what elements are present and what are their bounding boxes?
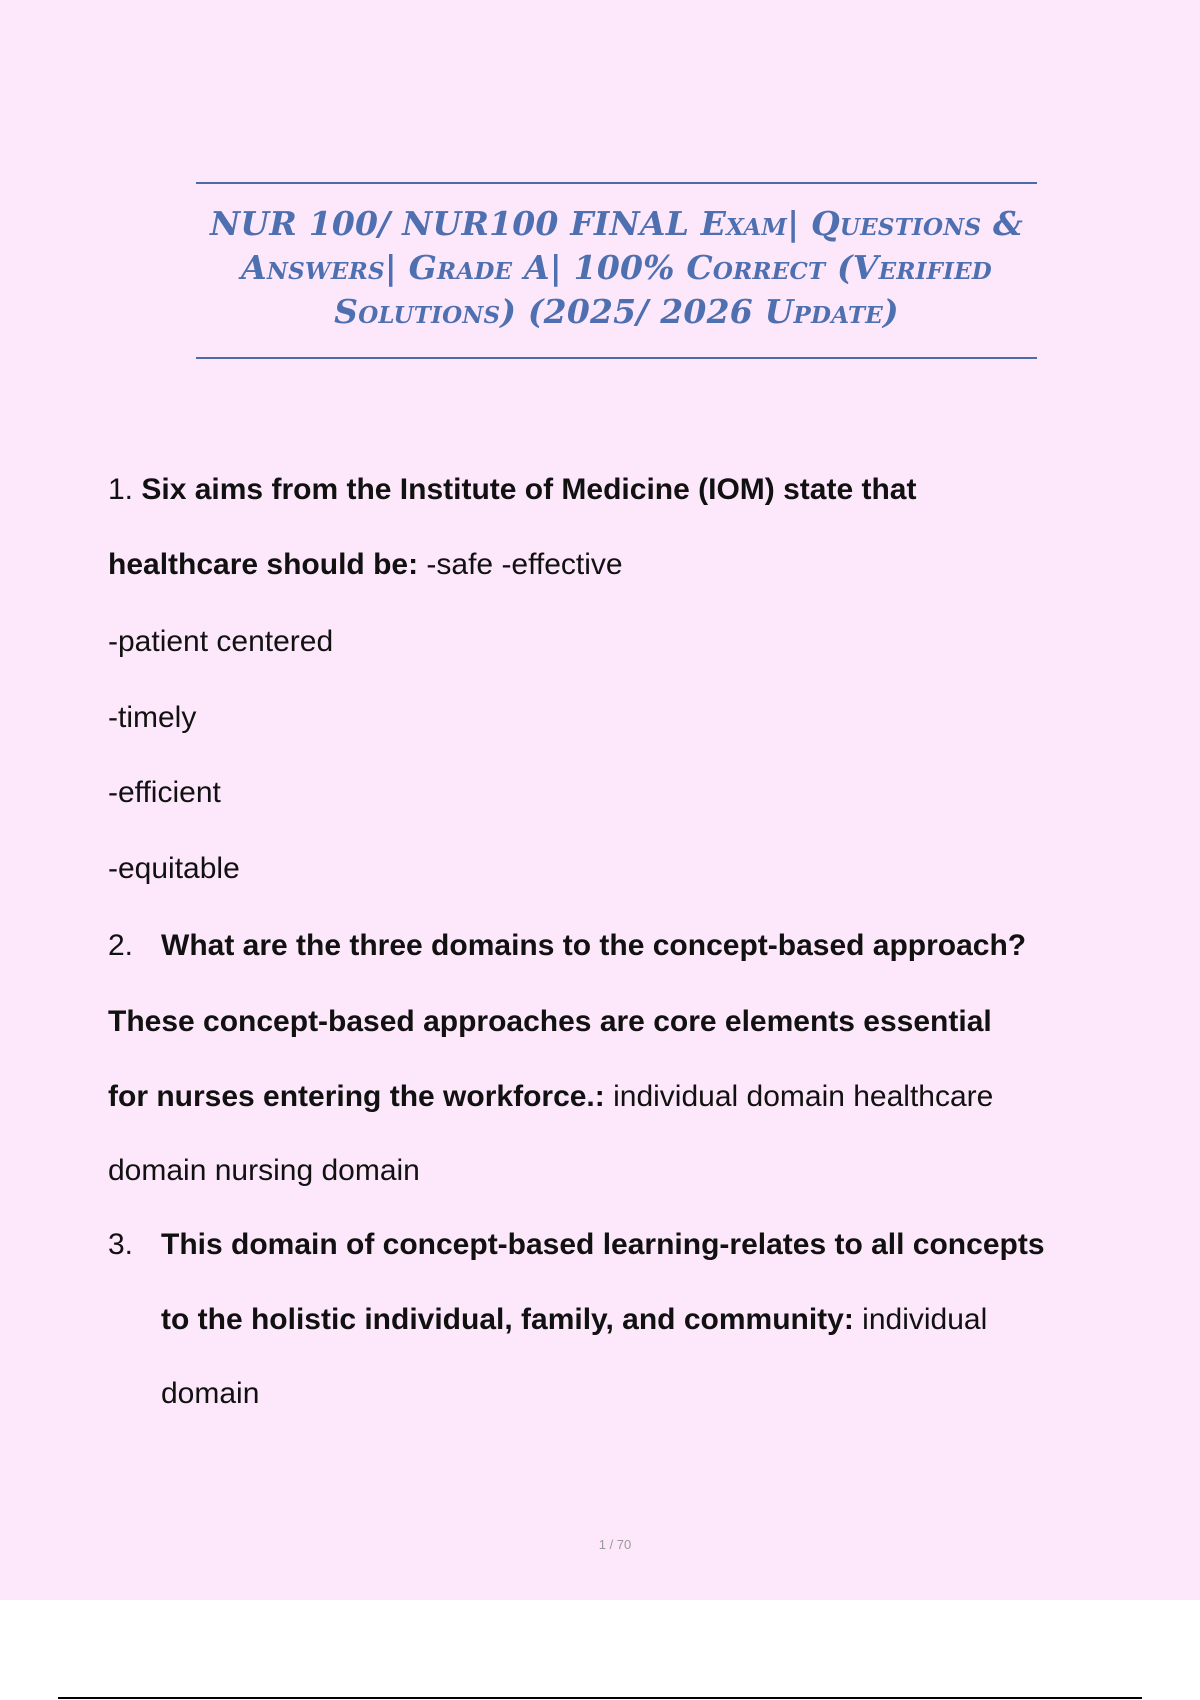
answer-3-text: individual <box>853 1303 988 1336</box>
title-line-2: Answers| Grade A| 100% Correct (Verified <box>241 248 992 287</box>
question-2-line-3 <box>108 1079 993 1115</box>
question-3-text: This domain of concept-based learning-relates to all concepts <box>161 1228 1045 1261</box>
question-2-text-cont: for nurses entering the workforce.: <box>108 1080 605 1113</box>
question-3-line-1 <box>108 1227 1045 1263</box>
question-2-line-1 <box>108 928 1026 964</box>
question-3-text-cont: to the holistic individual, family, and community: <box>161 1303 854 1336</box>
question-2-text: What are the three domains to the concept-based approach? <box>161 929 1027 962</box>
question-3-line-2 <box>161 1302 987 1338</box>
answer-3-line-2: domain <box>161 1377 260 1410</box>
document-title <box>196 202 1037 334</box>
title-line-3: Solutions) (2025/ 2026 Update) <box>334 292 899 331</box>
footer-rule <box>58 1697 1142 1699</box>
answer-1-line: -efficient <box>108 776 221 809</box>
question-1-line-1 <box>108 472 916 508</box>
question-2-number: 2. <box>108 929 134 962</box>
title-line-1: NUR 100/ NUR100 FINAL Exam| Questions & <box>210 204 1023 243</box>
answer-2-text: individual domain healthcare <box>604 1080 994 1113</box>
question-3-number: 3. <box>108 1228 134 1261</box>
answer-1-text: -safe -effective <box>418 548 623 581</box>
answer-1-line: -equitable <box>108 852 240 885</box>
title-bottom-rule <box>196 357 1037 359</box>
question-1-text: Six aims from the Institute of Medicine (IOM) state that <box>141 473 917 506</box>
title-top-rule <box>196 182 1037 184</box>
question-1-line-2 <box>108 547 623 583</box>
question-1-number: 1. <box>108 473 134 506</box>
answer-2-line-2: domain nursing domain <box>108 1154 420 1187</box>
question-2-line-2: These concept-based approaches are core elements essential <box>108 1005 992 1038</box>
question-1-text-cont: healthcare should be: <box>108 548 419 581</box>
answer-1-line: -patient centered <box>108 625 334 658</box>
answer-1-line: -timely <box>108 701 197 734</box>
page-indicator: 1 / 70 <box>598 1537 632 1552</box>
